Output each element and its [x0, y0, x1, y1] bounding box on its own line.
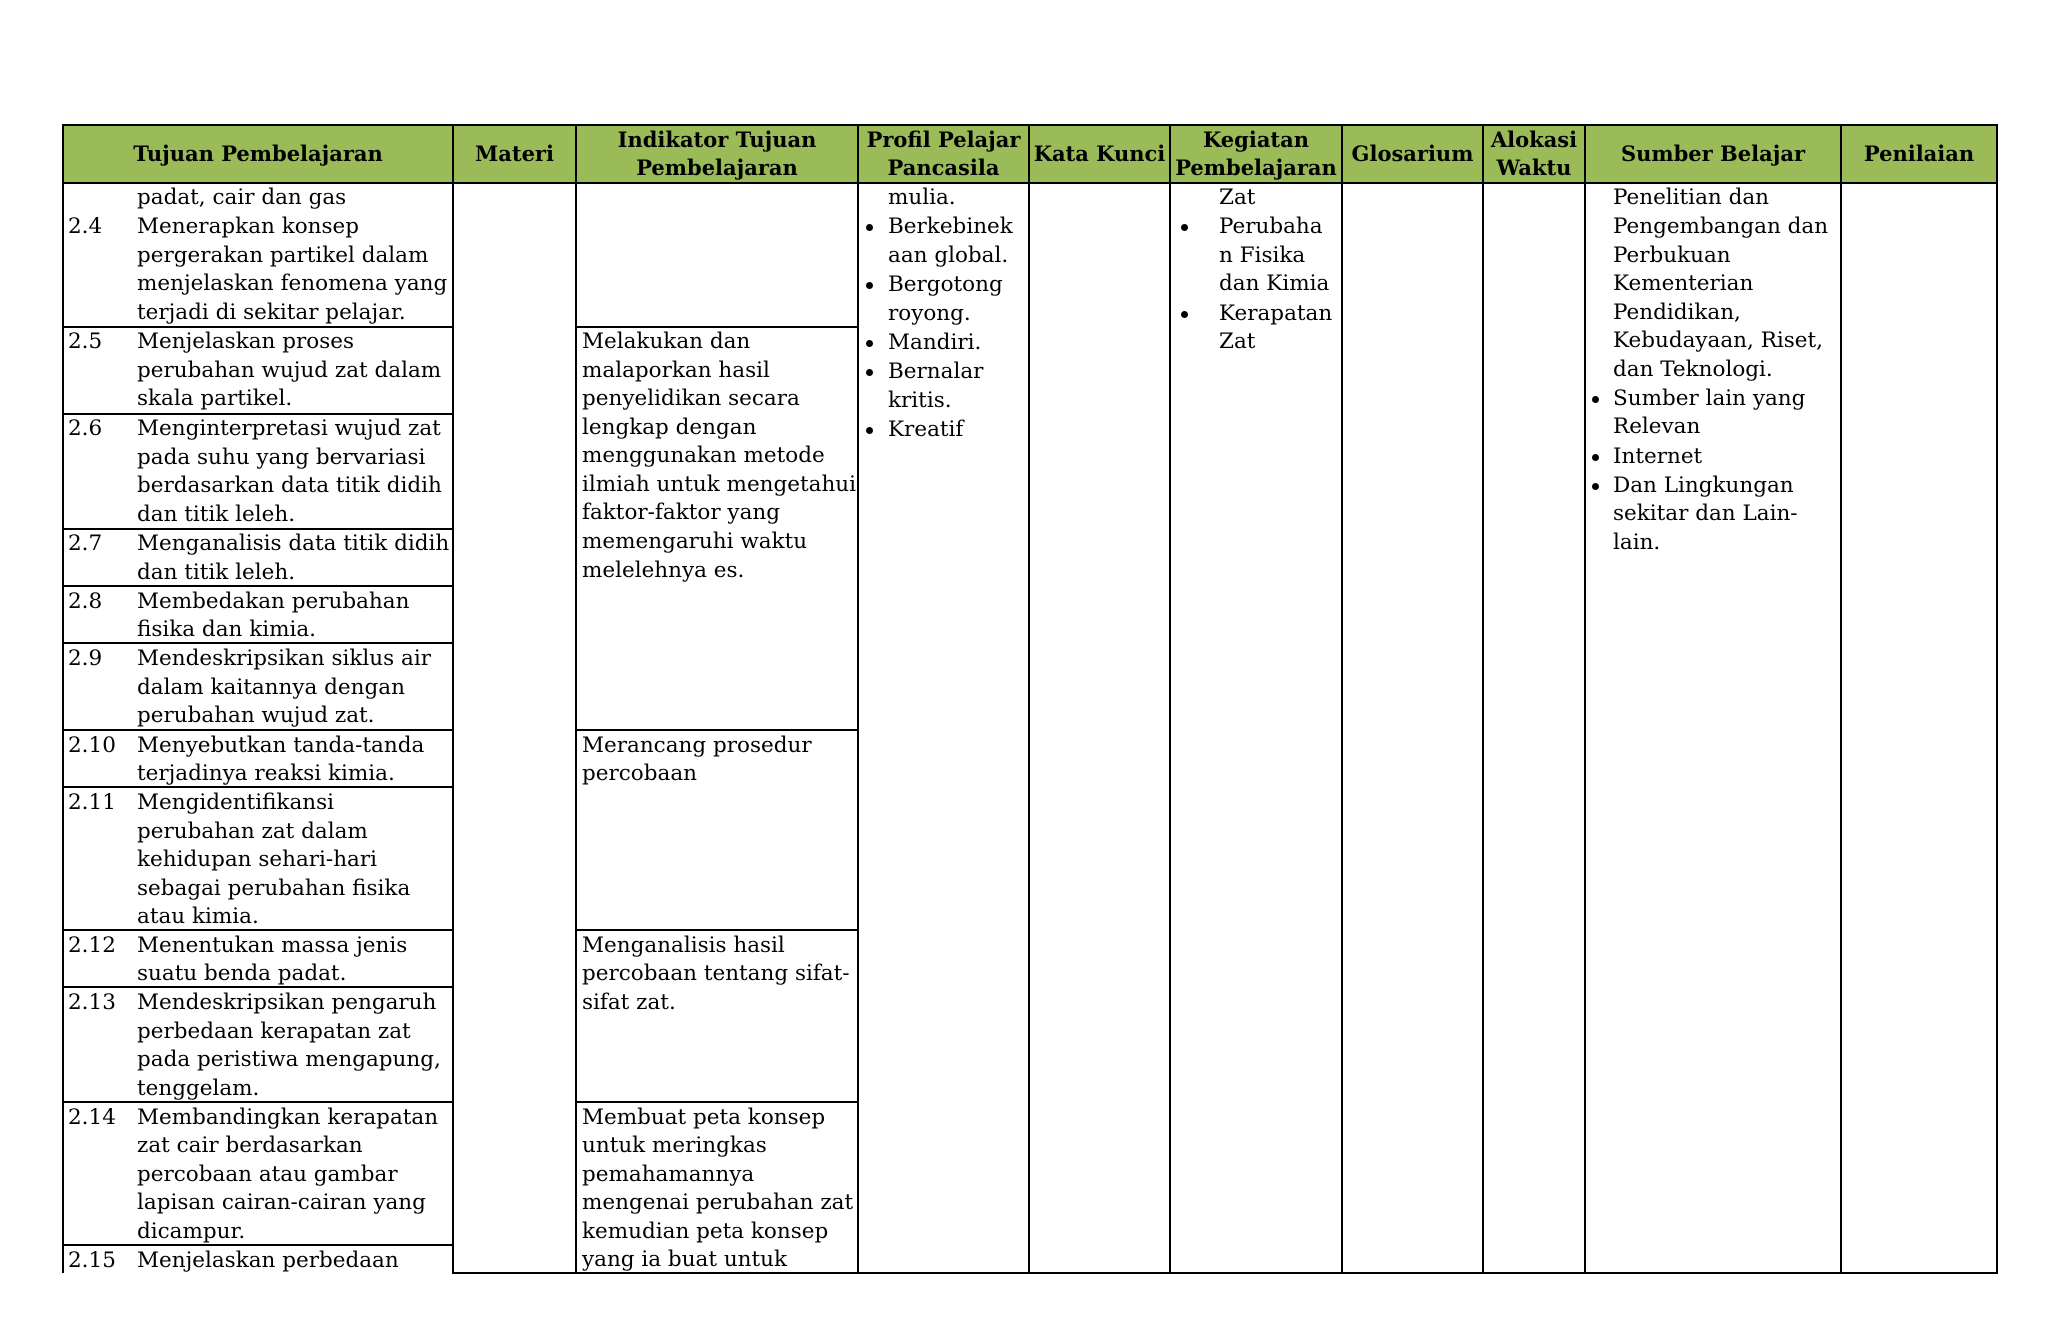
header-indikator-line1: Indikator Tujuan: [617, 126, 817, 152]
indikator-row-border: [575, 1101, 859, 1103]
sumber-text-line: Sumber lain yang: [1613, 386, 1806, 411]
tujuan-text-line: perubahan wujud zat dalam: [137, 358, 442, 383]
tujuan-text-line: skala partikel.: [137, 386, 293, 411]
table-top-border: [62, 124, 1998, 126]
header-indikator: [576, 125, 858, 182]
sumber-text-line: sekitar dan Lain-: [1613, 501, 1798, 526]
header-profil-line2: Pancasila: [887, 154, 1000, 180]
tujuan-text-line: perubahan wujud zat.: [137, 703, 375, 728]
indikator-text-line: Merancang prosedur: [582, 733, 812, 758]
kegiatan-text-line: Perubaha: [1219, 214, 1323, 239]
sumber-text-line: Pendidikan,: [1613, 300, 1741, 325]
profil-text-line: Kreatif: [888, 417, 964, 442]
col-border: [1996, 124, 1998, 1274]
tujuan-text-line: perubahan zat dalam: [137, 819, 368, 844]
tujuan-text-line: zat cair berdasarkan: [137, 1133, 363, 1158]
tujuan-text-line: suatu benda padat.: [137, 961, 347, 986]
indikator-text-line: percobaan: [582, 761, 697, 786]
bullet-icon: [866, 427, 873, 434]
tujuan-text-line: terjadinya reaksi kimia.: [137, 761, 395, 786]
indikator-text-line: lengkap dengan: [582, 415, 757, 440]
indikator-text-line: sifat zat.: [582, 990, 676, 1015]
header-tujuan: Tujuan Pembelajaran: [63, 125, 453, 182]
header-kegiatan-line1: Kegiatan: [1203, 126, 1309, 152]
col-border: [1028, 124, 1030, 1274]
tujuan-text-line: kehidupan sehari-hari: [137, 847, 378, 872]
tujuan-number: 2.9: [68, 646, 103, 671]
tujuan-text-line: Membedakan perubahan: [137, 589, 410, 614]
bullet-icon: [1592, 454, 1599, 461]
bullet-icon: [1592, 396, 1599, 403]
tujuan-text-line: Mendeskripsikan pengaruh: [137, 990, 437, 1015]
tujuan-number: 2.14: [68, 1105, 116, 1130]
tujuan-text-line: Menginterpretasi wujud zat: [137, 416, 441, 441]
sumber-text-line: Relevan: [1613, 414, 1701, 439]
header-alokasi-line2: Waktu: [1496, 154, 1572, 180]
tujuan-text-line: berdasarkan data titik didih: [137, 473, 442, 498]
indikator-text-line: faktor-faktor yang: [582, 500, 781, 525]
header-kata-kunci: Kata Kunci: [1029, 125, 1170, 182]
tujuan-number: 2.8: [68, 589, 103, 614]
tujuan-number: 2.6: [68, 416, 103, 441]
bullet-icon: [1181, 224, 1188, 231]
tujuan-text-line: atau kimia.: [137, 904, 259, 929]
tujuan-text-line: sebagai perubahan fisika: [137, 876, 411, 901]
indikator-text-line: pemahamannya: [582, 1162, 755, 1187]
indikator-text-line: percobaan tentang sifat-: [582, 961, 850, 986]
indikator-row-border: [575, 929, 859, 931]
kegiatan-text-line: n Fisika: [1219, 243, 1306, 268]
bullet-icon: [866, 340, 873, 347]
sumber-text-line: Internet: [1613, 444, 1703, 469]
sumber-text-line: Kebudayaan, Riset,: [1613, 328, 1823, 353]
indikator-text-line: yang ia buat untuk: [582, 1247, 788, 1272]
profil-text-line: Berkebinek: [888, 214, 1013, 239]
col-border: [1482, 124, 1484, 1274]
header-indikator-line2: Pembelajaran: [636, 154, 798, 180]
indikator-text-line: Melakukan dan: [582, 329, 751, 354]
tujuan-text-line: Mendeskripsikan siklus air: [137, 646, 431, 671]
tujuan-number: 2.10: [68, 733, 116, 758]
profil-text-line: Bernalar: [888, 359, 984, 384]
tujuan-text-line: tenggelam.: [137, 1076, 260, 1101]
tujuan-number: 2.11: [68, 790, 116, 815]
tujuan-text-line: Menerapkan konsep: [137, 214, 360, 239]
tujuan-text-line: Mengidentifikansi: [137, 790, 335, 815]
profil-text-line: aan global.: [888, 243, 1009, 268]
tujuan-text-line: terjadi di sekitar pelajar.: [137, 300, 406, 325]
tujuan-row-border: [62, 1244, 454, 1246]
tujuan-continuation: padat, cair dan gas: [137, 185, 347, 210]
header-materi: Materi: [453, 125, 576, 182]
profil-text-line: Bergotong: [888, 272, 1003, 297]
tujuan-text-line: pada peristiwa mengapung,: [137, 1047, 441, 1072]
indikator-text-line: kemudian peta konsep: [582, 1219, 829, 1244]
tujuan-text-line: Menjelaskan proses: [137, 329, 355, 354]
col-border: [1840, 124, 1842, 1274]
col-border: [1584, 124, 1586, 1274]
header-kegiatan: [1170, 125, 1342, 182]
bullet-icon: [866, 369, 873, 376]
profil-text-line: Mandiri.: [888, 330, 982, 355]
tujuan-number: 2.13: [68, 990, 116, 1015]
sumber-text-line: dan Teknologi.: [1613, 357, 1773, 382]
header-alokasi-line1: Alokasi: [1490, 126, 1578, 152]
sumber-text-line: Kementerian: [1613, 271, 1754, 296]
header-profil: [858, 125, 1029, 182]
tujuan-text-line: dan titik leleh.: [137, 560, 296, 585]
header-kegiatan-line2: Pembelajaran: [1175, 154, 1337, 180]
sumber-text-line: Dan Lingkungan: [1613, 473, 1794, 498]
tujuan-number: 2.7: [68, 531, 103, 556]
indikator-text-line: Membuat peta konsep: [582, 1105, 826, 1130]
bullet-icon: [866, 282, 873, 289]
indikator-text-line: melelehnya es.: [582, 558, 745, 583]
indikator-text-line: Menganalisis hasil: [582, 933, 785, 958]
indikator-text-line: menggunakan metode: [582, 443, 825, 468]
bullet-icon: [1181, 311, 1188, 318]
indikator-text-line: mengenai perubahan zat: [582, 1190, 854, 1215]
indikator-text-line: penyelidikan secara: [582, 386, 800, 411]
tujuan-number: 2.5: [68, 329, 103, 354]
tujuan-number: 2.4: [68, 214, 103, 239]
tujuan-text-line: perbedaan kerapatan zat: [137, 1019, 411, 1044]
tujuan-text-line: dalam kaitannya dengan: [137, 675, 405, 700]
indikator-row-border: [575, 729, 859, 731]
header-alokasi: [1483, 125, 1585, 182]
tujuan-text-line: dan titik leleh.: [137, 502, 296, 527]
kegiatan-continuation: Zat: [1219, 185, 1256, 210]
tujuan-number: 2.12: [68, 933, 116, 958]
header-penilaian: Penilaian: [1841, 125, 1997, 182]
tujuan-text-line: fisika dan kimia.: [137, 617, 317, 642]
tujuan-text-line: percobaan atau gambar: [137, 1162, 398, 1187]
tujuan-text-line: menjelaskan fenomena yang: [137, 271, 448, 296]
profil-text-line: royong.: [888, 301, 971, 326]
header-profil-line1: Profil Pelajar: [866, 126, 1021, 152]
sumber-text-line: lain.: [1613, 530, 1661, 555]
tujuan-text-line: Menentukan massa jenis: [137, 933, 408, 958]
kegiatan-text-line: Zat: [1219, 329, 1256, 354]
tujuan-text-line: Menganalisis data titik didih: [137, 531, 450, 556]
tujuan-text-line: lapisan cairan-cairan yang: [137, 1190, 426, 1215]
header-sumber: Sumber Belajar: [1585, 125, 1841, 182]
bullet-icon: [866, 224, 873, 231]
col-border: [1169, 124, 1171, 1274]
bullet-icon: [1592, 483, 1599, 490]
sumber-text-line: Pengembangan dan: [1613, 214, 1829, 239]
indikator-text-line: memengaruhi waktu: [582, 529, 808, 554]
kegiatan-text-line: dan Kimia: [1219, 271, 1330, 296]
tujuan-text-line: pada suhu yang bervariasi: [137, 445, 426, 470]
indikator-text-line: ilmiah untuk mengetahui: [582, 472, 857, 497]
profil-text-line: kritis.: [888, 388, 952, 413]
indikator-text-line: malaporkan hasil: [582, 358, 770, 383]
col-border: [1341, 124, 1343, 1274]
indikator-text-line: untuk meringkas: [582, 1133, 767, 1158]
sumber-text-line: Penelitian dan: [1613, 185, 1769, 210]
header-glosarium: Glosarium: [1342, 125, 1483, 182]
profil-continuation: mulia.: [888, 185, 956, 210]
sumber-text-line: Perbukuan: [1613, 243, 1731, 268]
tujuan-number: 2.15: [68, 1248, 116, 1273]
tujuan-text-line: Membandingkan kerapatan: [137, 1105, 439, 1130]
kegiatan-text-line: Kerapatan: [1219, 301, 1333, 326]
tujuan-text-line: dicampur.: [137, 1219, 246, 1244]
tujuan-text-line: pergerakan partikel dalam: [137, 243, 429, 268]
tujuan-text-line: Menyebutkan tanda-tanda: [137, 733, 425, 758]
tujuan-text-line: Menjelaskan perbedaan: [137, 1248, 399, 1273]
